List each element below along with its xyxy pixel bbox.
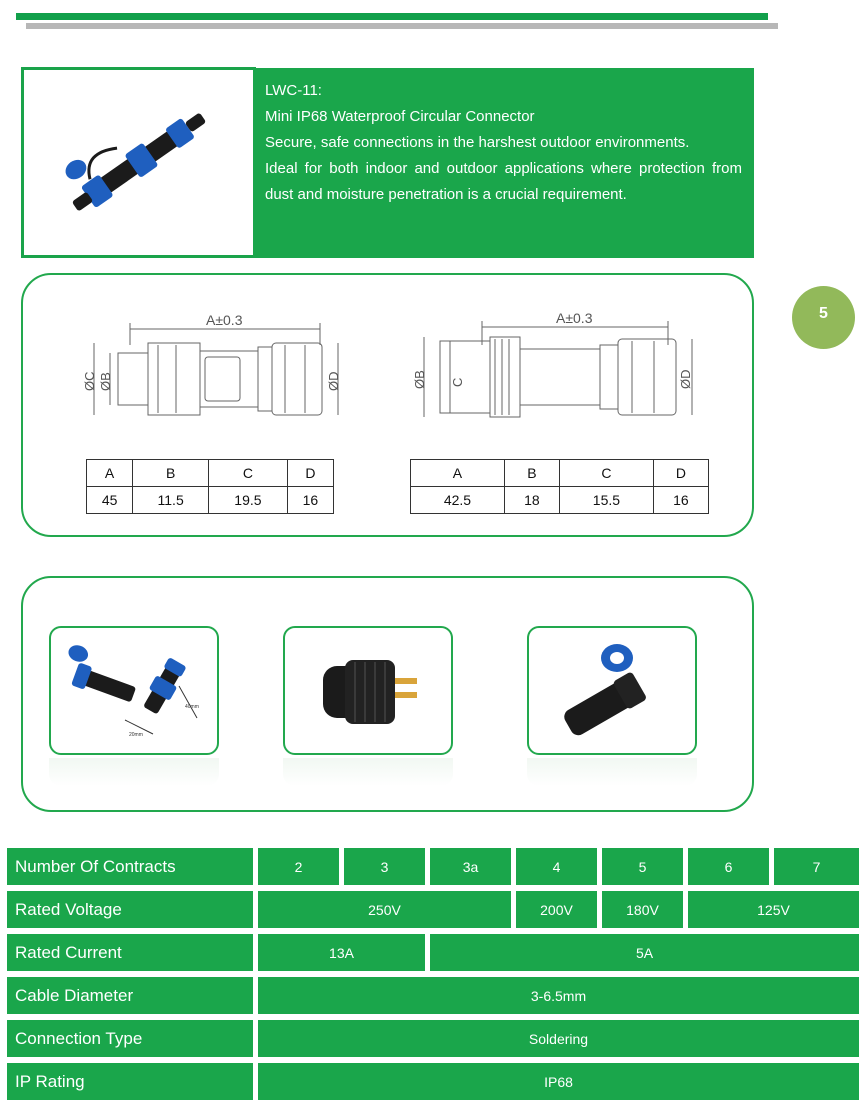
photo-reflection bbox=[49, 758, 219, 786]
spec-contacts-value: 3a bbox=[430, 848, 511, 885]
table-header: B bbox=[504, 460, 559, 487]
spec-voltage-value: 200V bbox=[516, 891, 597, 928]
product-code: LWC-11: bbox=[265, 82, 322, 99]
spec-ip-value: IP68 bbox=[258, 1063, 859, 1100]
left-label-c: ØC bbox=[82, 371, 97, 391]
spec-current-value: 5A bbox=[430, 934, 859, 971]
spec-voltage-value: 180V bbox=[602, 891, 683, 928]
spec-label-current: Rated Current bbox=[7, 934, 253, 971]
table-header: A bbox=[411, 460, 505, 487]
product-photo bbox=[21, 67, 256, 258]
spec-contacts-value: 3 bbox=[344, 848, 425, 885]
spec-contacts-value: 7 bbox=[774, 848, 859, 885]
table-row bbox=[411, 487, 709, 514]
table-header: D bbox=[287, 460, 333, 487]
spec-label-cable: Cable Diameter bbox=[7, 977, 253, 1014]
table-header: B bbox=[133, 460, 209, 487]
page-number-badge: 5 bbox=[792, 286, 855, 349]
table-cell: 16 bbox=[287, 487, 333, 514]
table-header: C bbox=[209, 460, 288, 487]
right-dim-label: A±0.3 bbox=[556, 310, 593, 326]
photo-reflection bbox=[283, 758, 453, 786]
left-technical-drawing bbox=[80, 305, 360, 435]
table-row bbox=[411, 460, 709, 487]
spec-label-ip: IP Rating bbox=[7, 1063, 253, 1100]
photo-length-label-2: 20mm bbox=[129, 732, 143, 738]
table-cell: 16 bbox=[653, 487, 708, 514]
spec-label-connection: Connection Type bbox=[7, 1020, 253, 1057]
photo-reflection bbox=[527, 758, 697, 786]
spec-voltage-value: 125V bbox=[688, 891, 859, 928]
left-dimension-table bbox=[86, 459, 334, 514]
spec-contacts-value: 2 bbox=[258, 848, 339, 885]
right-label-d: ØD bbox=[678, 369, 693, 389]
table-cell: 11.5 bbox=[133, 487, 209, 514]
photo-thumbnail-male bbox=[283, 626, 453, 755]
right-label-b: ØB bbox=[412, 370, 427, 389]
product-name: Mini IP68 Waterproof Circular Connector bbox=[265, 108, 535, 125]
spec-cable-value: 3-6.5mm bbox=[258, 977, 859, 1014]
spec-contacts-value: 6 bbox=[688, 848, 769, 885]
specifications-table bbox=[7, 848, 859, 1102]
header-gray-bar bbox=[26, 23, 778, 29]
connector-image bbox=[24, 70, 253, 255]
table-row bbox=[87, 460, 334, 487]
header-green-bar bbox=[16, 13, 768, 20]
table-header: D bbox=[653, 460, 708, 487]
right-label-c: C bbox=[450, 377, 465, 387]
table-cell: 18 bbox=[504, 487, 559, 514]
table-header: A bbox=[87, 460, 133, 487]
spec-label-voltage: Rated Voltage bbox=[7, 891, 253, 928]
photo-thumbnail-pair bbox=[49, 626, 219, 755]
spec-voltage-value: 250V bbox=[258, 891, 511, 928]
table-cell: 19.5 bbox=[209, 487, 288, 514]
right-dimension-table bbox=[410, 459, 709, 514]
right-technical-drawing bbox=[410, 305, 700, 435]
left-label-d: ØD bbox=[326, 371, 341, 391]
spec-current-value: 13A bbox=[258, 934, 425, 971]
spec-contacts-value: 4 bbox=[516, 848, 597, 885]
photo-thumbnail-female bbox=[527, 626, 697, 755]
table-header: C bbox=[559, 460, 653, 487]
table-row bbox=[87, 487, 334, 514]
product-description bbox=[253, 68, 754, 258]
table-cell: 45 bbox=[87, 487, 133, 514]
left-label-b: ØB bbox=[98, 372, 113, 391]
product-tagline: Secure, safe connections in the harshest outdoor environments. bbox=[265, 134, 690, 151]
table-cell: 42.5 bbox=[411, 487, 505, 514]
left-dim-label: A±0.3 bbox=[206, 312, 243, 328]
photo-length-label-1: 40mm bbox=[185, 704, 199, 710]
spec-contacts-value: 5 bbox=[602, 848, 683, 885]
spec-label-contacts: Number Of Contracts bbox=[7, 848, 253, 885]
spec-connection-value: Soldering bbox=[258, 1020, 859, 1057]
table-cell: 15.5 bbox=[559, 487, 653, 514]
product-description-text: Ideal for both indoor and outdoor applications where protection from dust and moisture penetration is a crucial requirement. bbox=[265, 160, 742, 203]
